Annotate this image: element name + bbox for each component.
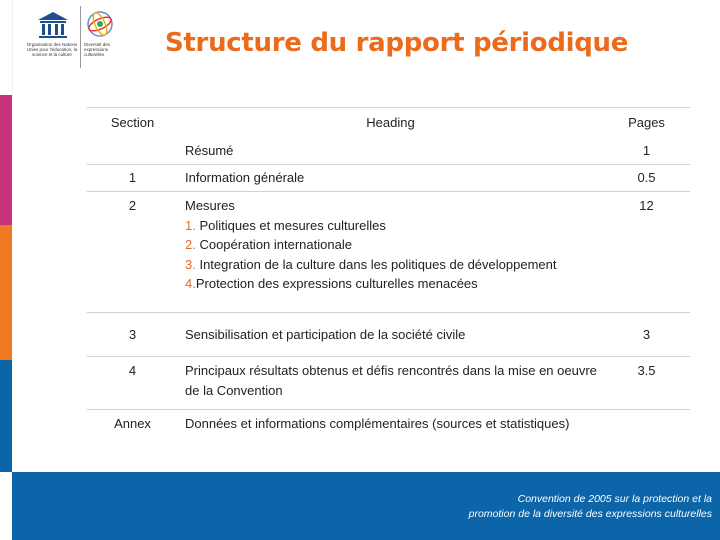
- row-pages: [603, 410, 690, 463]
- measure-text: Politiques et mesures culturelles: [195, 217, 386, 233]
- row-heading: Sensibilisation et participation de la société civile: [178, 313, 603, 357]
- measure-number: 3.: [185, 256, 196, 272]
- convention-text: Diversité des expressions culturelles: [84, 42, 111, 57]
- footer-caption: [469, 492, 712, 522]
- table-row: [87, 138, 690, 165]
- table-row: [87, 192, 690, 313]
- row-section: [87, 138, 178, 165]
- convention-globe-icon: [84, 8, 116, 40]
- table-header-row: [87, 108, 690, 139]
- footer-line-2: promotion de la diversité des expressions culturelles: [468, 508, 712, 520]
- row-section: 1: [87, 165, 178, 192]
- table-row: [87, 410, 690, 463]
- row-section: Annex: [87, 410, 178, 463]
- header-pages: Pages: [603, 108, 690, 139]
- unesco-temple-icon: [36, 10, 70, 40]
- table-row: [87, 357, 690, 410]
- table-row: [87, 165, 690, 192]
- stripe-blue: [0, 360, 12, 472]
- page-title: Structure du rapport périodique: [165, 28, 629, 58]
- row-section: 4: [87, 357, 178, 410]
- row-pages: 3: [603, 313, 690, 357]
- report-structure-table: [87, 107, 690, 462]
- measure-number: 2.: [185, 237, 196, 252]
- row-heading: Données et informations complémentaires (sources et statistiques): [178, 410, 603, 463]
- row-heading-measures: [178, 192, 603, 313]
- row-section: 2: [87, 192, 178, 313]
- logo-divider: [80, 6, 81, 68]
- measure-number: 1.: [185, 217, 196, 233]
- measure-item: [185, 216, 603, 236]
- row-heading: Résumé: [185, 143, 234, 159]
- measure-text: Protection des expressions culturelles menacées: [195, 276, 478, 291]
- row-heading: Principaux résultats obtenus et défis rencontrés dans la mise en oeuvre de la Convention: [178, 357, 603, 410]
- footer-line-1: Convention de 2005 sur la protection et la: [517, 493, 712, 505]
- row-section: 3: [87, 313, 178, 357]
- measure-text: Coopération internationale: [195, 237, 352, 252]
- measure-item: [185, 235, 603, 255]
- footer-banner: [12, 472, 720, 540]
- row-pages: 0.5: [603, 165, 690, 192]
- measure-text: Integration de la culture dans les politiques de développement: [195, 256, 557, 272]
- unesco-convention-logo: [22, 4, 142, 68]
- measure-item: [185, 274, 603, 294]
- stripe-orange: [0, 225, 12, 360]
- unesco-text: Organisation des Nations Unies pour l'éducation, la science et la culture: [26, 42, 78, 57]
- table-row: [87, 313, 690, 357]
- header-section: Section: [87, 108, 178, 139]
- row-pages: 3.5: [603, 357, 690, 410]
- row-pages: 1: [642, 143, 651, 159]
- row-heading: Information générale: [178, 165, 603, 192]
- measure-item: [185, 255, 603, 275]
- row-pages: 12: [603, 192, 690, 313]
- stripe-white: [0, 0, 13, 95]
- measure-number: 4.: [185, 276, 196, 291]
- header-heading: Heading: [178, 108, 603, 139]
- measures-title: Mesures: [185, 198, 235, 213]
- stripe-pink: [0, 95, 12, 225]
